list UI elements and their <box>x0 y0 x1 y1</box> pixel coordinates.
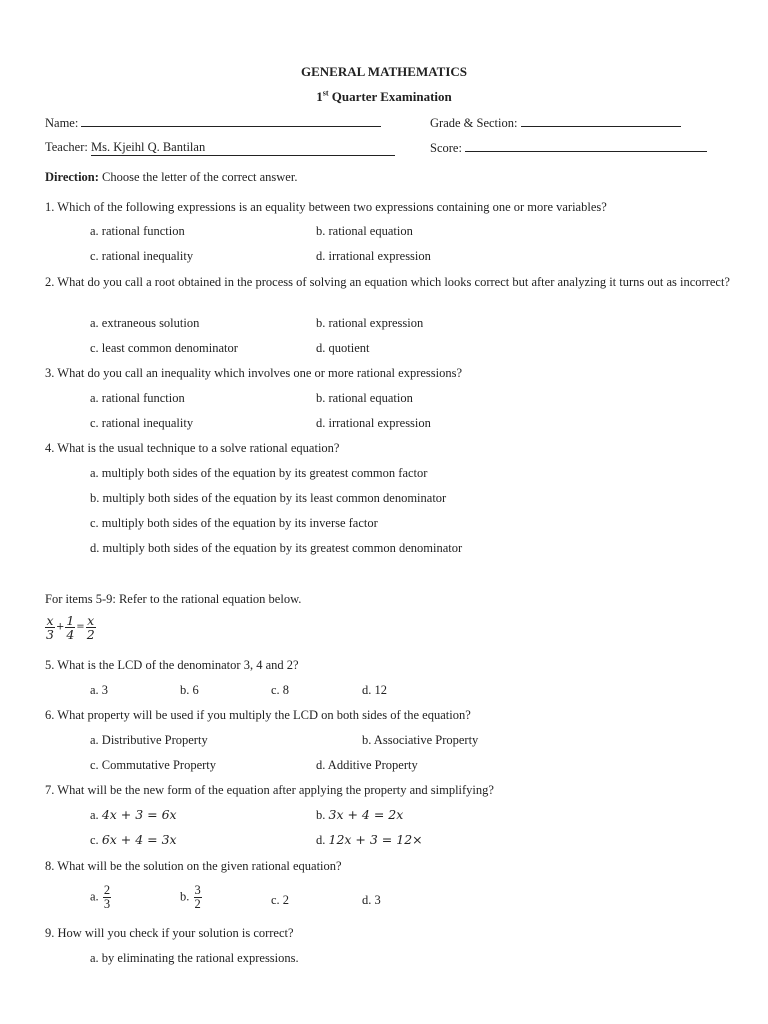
q4-option-d[interactable]: d. multiply both sides of the equation by its greatest common denominator <box>90 541 463 555</box>
q7-option-b-letter: b. <box>316 808 329 822</box>
q7-option-c[interactable] <box>90 832 177 848</box>
name-blank[interactable] <box>81 114 381 127</box>
q8-option-b-fraction: $\frac{3}{2}$ <box>194 883 201 911</box>
q7-option-b[interactable] <box>316 807 403 823</box>
question-1: 1. Which of the following expressions is an equality between two expressions containing one or more variables? <box>45 200 607 214</box>
subtitle-superscript: st <box>322 88 329 98</box>
grade-section-blank[interactable] <box>521 114 681 127</box>
score-field[interactable] <box>430 139 707 156</box>
equation-term-1: $\frac{x}{3}$ <box>46 613 54 642</box>
q4-option-c[interactable]: c. multiply both sides of the equation by its inverse factor <box>90 516 378 530</box>
q8-option-a[interactable] <box>90 884 112 911</box>
direction <box>45 169 297 185</box>
direction-label: Direction: <box>45 170 99 184</box>
q9-option-a[interactable]: a. by eliminating the rational expressions. <box>90 951 299 965</box>
q8-option-a-fraction: $\frac{2}{3}$ <box>103 883 111 911</box>
teacher-label: Teacher: <box>45 140 88 154</box>
q7-option-a-letter: a. <box>90 808 102 822</box>
teacher-field <box>45 139 395 156</box>
teacher-value: Ms. Kjeihl Q. Bantilan <box>91 139 395 156</box>
question-8: 8. What will be the solution on the given rational equation? <box>45 859 342 873</box>
question-4: 4. What is the usual technique to a solve rational equation? <box>45 441 340 455</box>
q2-option-a[interactable]: a. extraneous solution <box>90 316 200 330</box>
question-3: 3. What do you call an inequality which involves one or more rational expressions? <box>45 366 463 380</box>
q4-option-a[interactable]: a. multiply both sides of the equation by its greatest common factor <box>90 466 428 480</box>
q7-option-a-expr: 4x + 3 = 6x <box>101 807 177 822</box>
question-2: 2. What do you call a root obtained in the process of solving an equation which looks correct but after analyzing it turns out as incorrect? <box>45 275 730 289</box>
score-blank[interactable] <box>465 139 707 152</box>
name-label: Name: <box>45 116 79 130</box>
q1-option-c[interactable]: c. rational inequality <box>90 249 194 263</box>
q5-option-a[interactable]: a. 3 <box>90 683 109 697</box>
q1-option-d[interactable]: d. irrational expression <box>316 249 431 263</box>
q5-option-b[interactable]: b. 6 <box>180 683 199 697</box>
q6-option-a[interactable]: a. Distributive Property <box>90 733 208 747</box>
subtitle-rest: Quarter Examination <box>328 89 452 104</box>
q3-option-a[interactable]: a. rational function <box>90 391 185 405</box>
q5-option-c[interactable]: c. 8 <box>271 683 290 697</box>
equation-equals: = <box>76 621 85 633</box>
q7-option-d-letter: d. <box>316 833 329 847</box>
q7-option-d[interactable] <box>316 832 423 848</box>
q2-option-c[interactable]: c. least common denominator <box>90 341 238 355</box>
q4-option-b[interactable]: b. multiply both sides of the equation by its least common denominator <box>90 491 447 505</box>
equation-term-2: $\frac{1}{4}$ <box>66 613 75 642</box>
q8-option-b[interactable] <box>180 884 203 911</box>
q7-option-c-letter: c. <box>90 833 102 847</box>
subtitle-number: 1 <box>316 89 323 104</box>
q5-option-d[interactable]: d. 12 <box>362 683 387 697</box>
q2-option-b[interactable]: b. rational expression <box>316 316 424 330</box>
score-label: Score: <box>430 141 462 155</box>
q1-option-b[interactable]: b. rational equation <box>316 224 413 238</box>
q7-option-c-expr: 6x + 4 = 3x <box>101 832 177 847</box>
equation-term-3: $\frac{x}{2}$ <box>86 613 95 642</box>
question-6: 6. What property will be used if you multiply the LCD on both sides of the equation? <box>45 708 471 722</box>
items-note: For items 5-9: Refer to the rational equation below. <box>45 592 302 606</box>
q8-option-a-letter: a. <box>90 889 102 904</box>
q7-option-a[interactable] <box>90 807 177 823</box>
q8-option-d[interactable]: d. 3 <box>362 893 381 907</box>
q3-option-c[interactable]: c. rational inequality <box>90 416 194 430</box>
q6-option-d[interactable]: d. Additive Property <box>316 758 418 772</box>
question-7: 7. What will be the new form of the equation after applying the property and simplifying? <box>45 783 494 797</box>
grade-section-label: Grade & Section: <box>430 116 518 130</box>
q7-option-d-expr: 12x + 3 = 12× <box>328 832 423 847</box>
q3-option-b[interactable]: b. rational equation <box>316 391 413 405</box>
q8-option-c[interactable]: c. 2 <box>271 893 290 907</box>
direction-text: Choose the letter of the correct answer. <box>98 170 298 184</box>
question-5: 5. What is the LCD of the denominator 3, 4 and 2? <box>45 658 299 672</box>
q7-option-b-expr: 3x + 4 = 2x <box>328 807 404 822</box>
equation-plus: + <box>55 621 65 633</box>
exam-subtitle <box>0 89 768 105</box>
name-field[interactable] <box>45 114 381 131</box>
q6-option-b[interactable]: b. Associative Property <box>362 733 479 747</box>
q6-option-c[interactable]: c. Commutative Property <box>90 758 217 772</box>
question-9: 9. How will you check if your solution is correct? <box>45 926 294 940</box>
q1-option-a[interactable]: a. rational function <box>90 224 185 238</box>
q2-option-d[interactable]: d. quotient <box>316 341 370 355</box>
exam-title: GENERAL MATHEMATICS <box>300 64 467 79</box>
rational-equation <box>44 614 97 641</box>
q3-option-d[interactable]: d. irrational expression <box>316 416 431 430</box>
q8-option-b-letter: b. <box>180 889 193 904</box>
grade-section-field[interactable] <box>430 114 681 131</box>
